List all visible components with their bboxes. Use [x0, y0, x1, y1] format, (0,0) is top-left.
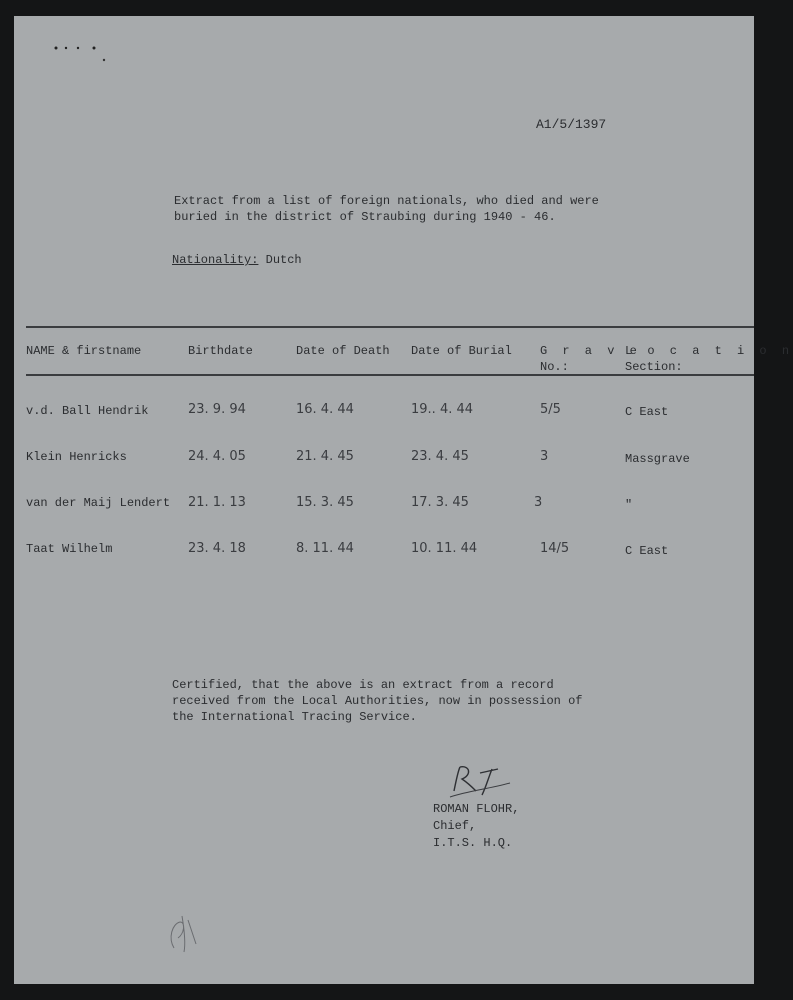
cell-location: " — [625, 498, 633, 512]
intro-line: buried in the district of Straubing during 1940 - 46. — [174, 210, 556, 224]
scan-artifact — [52, 42, 122, 86]
cell-birthdate: 21. 1. 13 — [188, 495, 246, 510]
cell-death: 21. 4. 45 — [296, 449, 354, 464]
document-page — [14, 16, 793, 984]
certification-line: the International Tracing Service. — [172, 710, 417, 724]
nationality-line — [172, 253, 302, 267]
signatory-title: Chief, — [433, 819, 477, 833]
cell-location: Massgrave — [625, 452, 690, 466]
cell-grave: 14/5 — [540, 541, 570, 556]
cell-burial: 17. 3. 45 — [411, 495, 469, 510]
column-header-location — [625, 343, 793, 375]
grave-header-line: G r a v e — [540, 344, 641, 358]
cell-burial: 19.. 4. 44 — [411, 402, 474, 417]
handwritten-signature — [448, 761, 518, 805]
cell-grave: 5/5 — [540, 402, 561, 417]
intro-text — [174, 193, 599, 225]
cell-grave: 3 — [540, 449, 549, 464]
certification-line: Certified, that the above is an extract from a record — [172, 678, 554, 692]
cell-name: Taat Wilhelm — [26, 542, 113, 556]
table-top-rule — [26, 326, 754, 328]
cell-name: Klein Henricks — [26, 450, 127, 464]
cell-death: 16. 4. 44 — [296, 402, 354, 417]
signatory-name: ROMAN FLOHR, — [433, 802, 520, 816]
certification-text — [172, 677, 582, 725]
column-header-death: Date of Death — [296, 344, 390, 358]
cell-burial: 10. 11. 44 — [411, 541, 478, 556]
cell-birthdate: 23. 4. 18 — [188, 541, 246, 556]
location-header-line: Section: — [625, 360, 683, 374]
signatory-org: I.T.S. H.Q. — [433, 836, 513, 850]
grave-header-line: No.: — [540, 360, 569, 374]
column-header-burial: Date of Burial — [411, 344, 512, 358]
cell-location: C East — [625, 405, 669, 419]
cell-death: 15. 3. 45 — [296, 495, 354, 510]
cell-name: v.d. Ball Hendrik — [26, 404, 149, 418]
cell-burial: 23. 4. 45 — [411, 449, 469, 464]
location-header-line: L o c a t i o n — [625, 344, 793, 358]
cell-grave: 3 — [534, 495, 543, 510]
signatory-block — [433, 801, 519, 852]
cell-name: van der Maij Lendert — [26, 496, 171, 510]
column-header-birthdate: Birthdate — [188, 344, 253, 358]
reference-number: A1/5/1397 — [536, 117, 607, 132]
cell-birthdate: 23. 9. 94 — [188, 402, 246, 417]
column-header-name: NAME & firstname — [26, 344, 142, 358]
nationality-value: Dutch — [265, 253, 302, 267]
nationality-label: Nationality: — [172, 253, 259, 267]
cell-birthdate: 24. 4. 05 — [188, 449, 246, 464]
cell-location: C East — [625, 544, 669, 558]
intro-line: Extract from a list of foreign nationals, who died and were — [174, 194, 599, 208]
pencil-initials — [164, 908, 204, 962]
cell-death: 8. 11. 44 — [296, 541, 354, 556]
certification-line: received from the Local Authorities, now in possession of — [172, 694, 583, 708]
